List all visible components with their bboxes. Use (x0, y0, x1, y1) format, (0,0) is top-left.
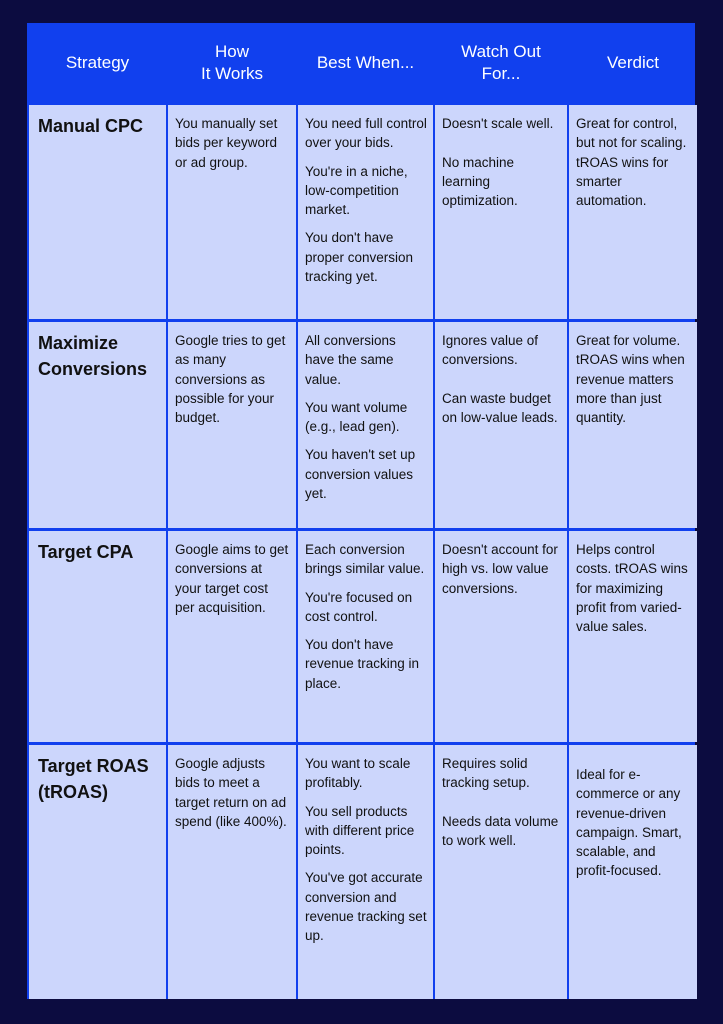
best-when-item: You don't have revenue tracking in place. (305, 637, 420, 691)
best-when-item: You're focused on cost control. (305, 589, 413, 624)
watch-out-cell (435, 531, 567, 742)
best-when-item: You're in a niche, low-competition market. (305, 163, 408, 218)
watch-out-item: Doesn't scale well. (442, 116, 554, 131)
verdict-cell: Great for volume. tROAS wins when revenue matters more than just quantity. (569, 322, 697, 528)
verdict-cell: Great for control, but not for scaling. tROAS wins for smarter automation. (569, 105, 697, 319)
best-when-cell (298, 531, 433, 742)
best-when-item: You don't have proper conversion tracking yet. (305, 230, 414, 285)
watch-out-item: No machine learning optimization. (442, 154, 518, 209)
best-when-item: You sell products with different price points. (305, 803, 415, 858)
header-best-when: Best When... (316, 52, 415, 72)
best-when-item: You want volume (e.g., lead gen). (305, 399, 408, 435)
how-it-works-cell: You manually set bids per keyword or ad group. (168, 105, 296, 319)
strategy-name: Target ROAS (tROAS) (29, 745, 166, 999)
header-verdict: Verdict (607, 52, 659, 72)
best-when-cell (298, 745, 433, 999)
strategy-name: Target CPA (29, 531, 166, 742)
comparison-table (27, 23, 695, 999)
best-when-cell (298, 105, 433, 319)
header-watch-out-for: Watch Out For... (461, 41, 541, 83)
watch-out-item: Requires solid tracking setup. (442, 756, 530, 791)
watch-out-cell (435, 745, 567, 999)
how-it-works-cell: Google aims to get conversions at your target cost per acquisition. (168, 531, 296, 742)
best-when-item: You haven't set up conversion values yet. (305, 447, 416, 502)
watch-out-item: Needs data volume to work well. (442, 813, 559, 849)
strategy-name: Manual CPC (29, 105, 166, 319)
best-when-item: You need full control over your bids. (305, 116, 427, 151)
best-when-cell (298, 322, 433, 528)
comparison-table-frame (27, 23, 695, 999)
watch-out-cell (435, 322, 567, 528)
best-when-item: You've got accurate conversion and revenue tracking set up. (305, 870, 427, 944)
best-when-item: You want to scale profitably. (305, 756, 411, 791)
best-when-item: Each conversion brings similar value. (305, 542, 425, 577)
how-it-works-cell: Google tries to get as many conversions as possible for your budget. (168, 322, 296, 528)
header-strategy: Strategy (65, 52, 130, 72)
verdict-cell: Helps control costs. tROAS wins for maximizing profit from varied-value sales. (569, 531, 697, 742)
header-how-it-works: How It Works (200, 41, 264, 83)
watch-out-item: Can waste budget on low-value leads. (442, 390, 558, 426)
verdict-cell: Ideal for e-commerce or any revenue-driven campaign. Smart, scalable, and profit-focused. (569, 745, 697, 999)
strategy-name: Maximize Conversions (29, 322, 166, 528)
watch-out-item: Ignores value of conversions. (442, 333, 539, 368)
watch-out-cell (435, 105, 567, 319)
best-when-item: All conversions have the same value. (305, 333, 396, 387)
how-it-works-cell: Google adjusts bids to meet a target return on ad spend (like 400%). (168, 745, 296, 999)
watch-out-item: Doesn't account for high vs. low value conversions. (442, 542, 558, 596)
